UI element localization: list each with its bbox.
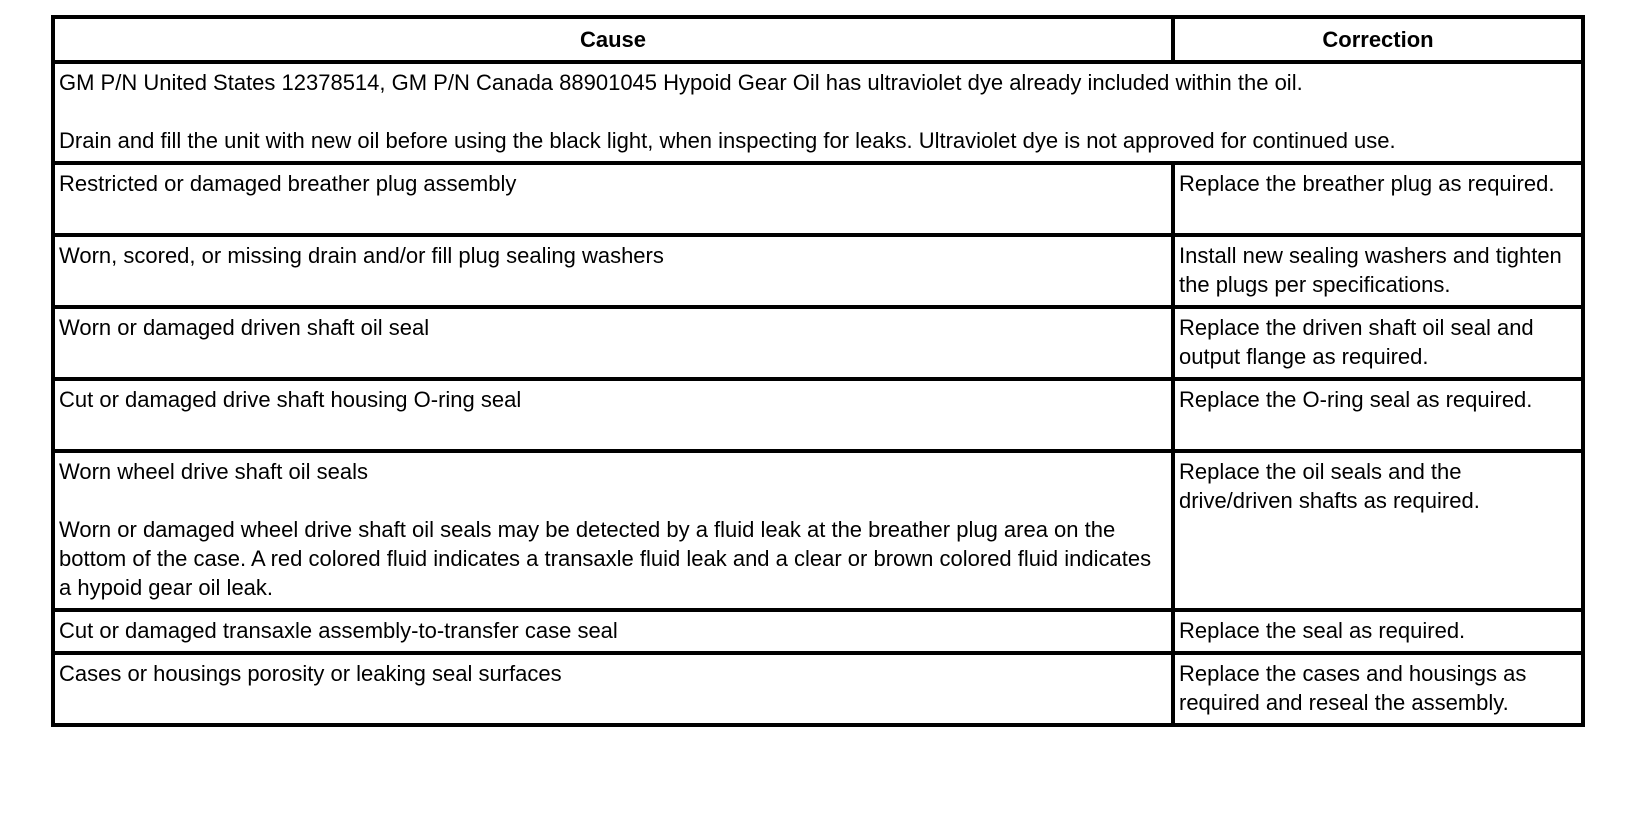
correction-cell: Replace the seal as required. [1173,610,1583,653]
note-paragraph: GM P/N United States 12378514, GM P/N Canada 88901045 Hypoid Gear Oil has ultraviolet dye already included within the oil. [59,70,1303,95]
table-row [53,163,1583,235]
cause-cell: Cut or damaged drive shaft housing O-ring seal [53,379,1173,451]
correction-cell: Replace the O-ring seal as required. [1173,379,1583,451]
cause-cell: Cut or damaged transaxle assembly-to-transfer case seal [53,610,1173,653]
cause-cell: Cases or housings porosity or leaking seal surfaces [53,653,1173,725]
table-row [53,379,1583,451]
cause-cell: Worn or damaged driven shaft oil seal [53,307,1173,379]
table-row [53,307,1583,379]
table-row [53,653,1583,725]
cause-note-text: Worn or damaged wheel drive shaft oil seals may be detected by a fluid leak at the breather plug area on the bottom of the case. A red colored fluid indicates a transaxle fluid leak and a clear or brown colored fluid indicates a hypoid gear oil leak. [59,517,1152,600]
column-header-correction: Correction [1173,17,1583,62]
note-row [53,62,1583,163]
cause-text: Worn wheel drive shaft oil seals [59,459,368,484]
correction-cell: Replace the driven shaft oil seal and output flange as required. [1173,307,1583,379]
correction-cell: Replace the cases and housings as required and reseal the assembly. [1173,653,1583,725]
table-row [53,451,1583,610]
correction-cell: Replace the oil seals and the drive/driven shafts as required. [1173,451,1583,610]
correction-cell: Replace the breather plug as required. [1173,163,1583,235]
note-cell [53,62,1583,163]
column-header-cause: Cause [53,17,1173,62]
correction-cell: Install new sealing washers and tighten the plugs per specifications. [1173,235,1583,307]
cause-cell [53,451,1173,610]
diagnostic-table [51,15,1585,727]
cause-cell: Worn, scored, or missing drain and/or fill plug sealing washers [53,235,1173,307]
table-header-row [53,17,1583,62]
table-row [53,610,1583,653]
cause-cell: Restricted or damaged breather plug assembly [53,163,1173,235]
note-paragraph: Drain and fill the unit with new oil before using the black light, when inspecting for leaks. Ultraviolet dye is not approved for continued use. [59,128,1396,153]
table-row [53,235,1583,307]
